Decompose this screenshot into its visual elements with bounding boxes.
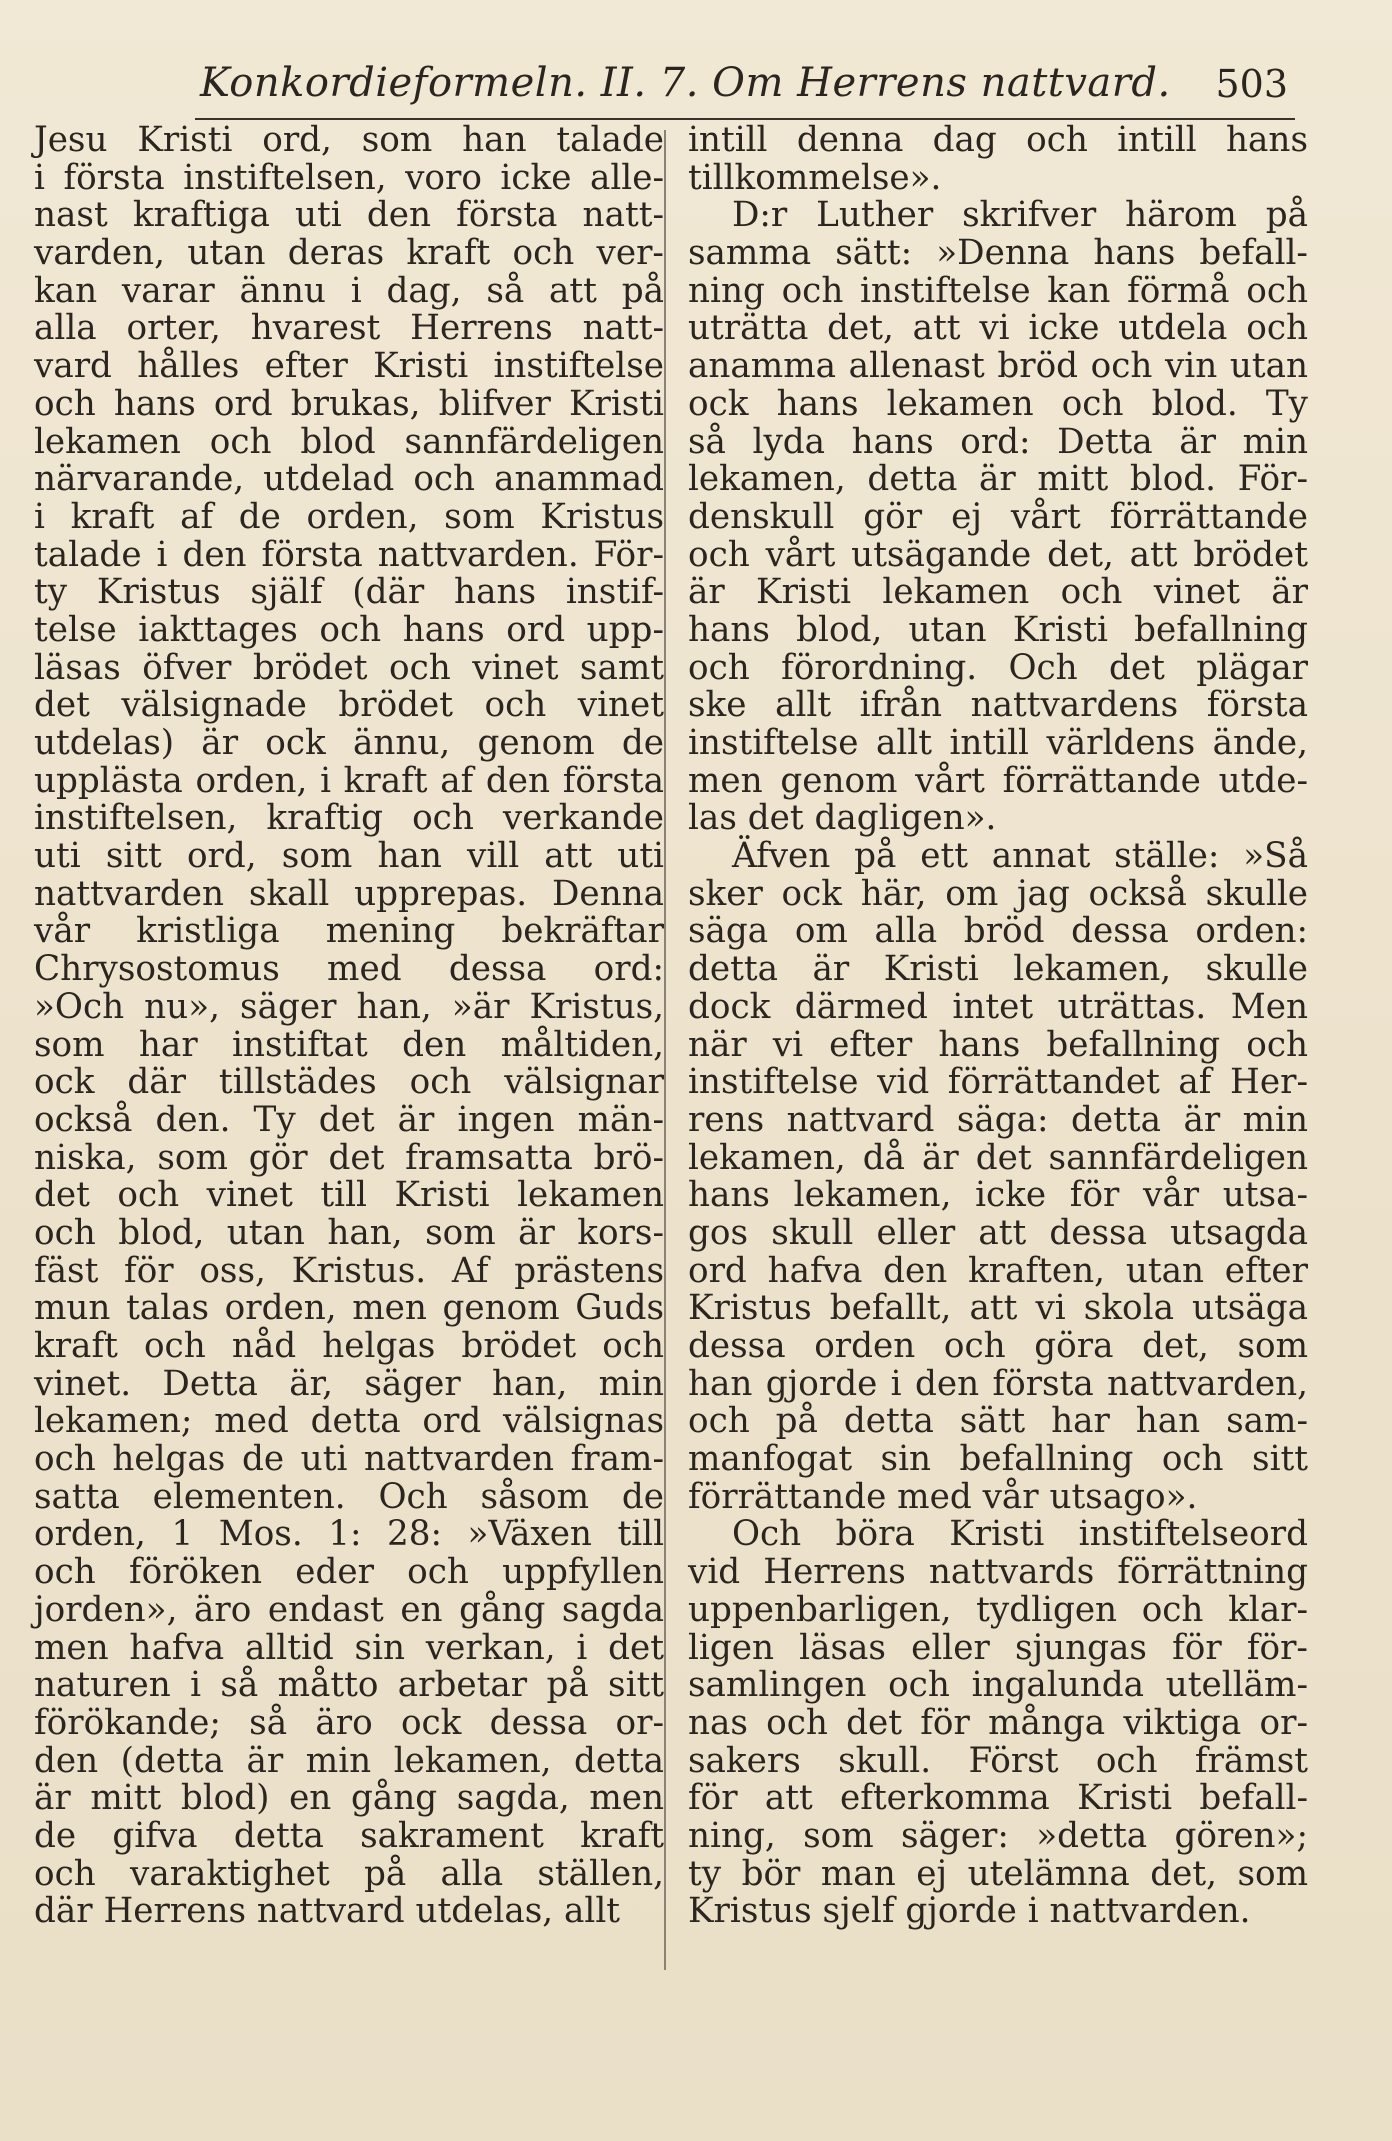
text-line: las det dagligen». xyxy=(688,798,997,839)
text-line: är Kristi lekamen och vinet är xyxy=(688,572,1308,613)
text-line: »Och nu», säger han, »är Kristus, xyxy=(34,986,664,1027)
text-line: lekamen och blod sannfärdeligen xyxy=(34,421,664,462)
text-line: lekamen, då är det sannfärdeligen xyxy=(688,1137,1308,1178)
text-line: men genom vårt förrättande utde- xyxy=(688,760,1308,801)
text-line: de gifva detta sakrament kraft xyxy=(34,1815,664,1856)
text-line: rens nattvard säga: detta är min xyxy=(688,1099,1308,1140)
text-line: och blod, utan han, som är kors- xyxy=(34,1212,664,1253)
text-line: lekamen; med detta ord välsignas xyxy=(34,1401,664,1442)
text-line: naturen i så måtto arbetar på sitt xyxy=(34,1665,664,1706)
text-line: vard hålles efter Kristi instiftelse xyxy=(34,346,664,387)
text-line: detta är Kristi lekamen, skulle xyxy=(688,949,1308,990)
text-line: dock därmed intet uträttas. Men xyxy=(688,986,1308,1027)
text-line: Och böra Kristi instiftelseord xyxy=(732,1514,1308,1555)
text-line: säga om alla bröd dessa orden: xyxy=(688,911,1308,952)
text-line: där Herrens nattvard utdelas, allt xyxy=(34,1891,620,1932)
text-line: alla orter, hvarest Herrens natt- xyxy=(34,308,664,349)
text-line: samma sätt: »Denna hans befall- xyxy=(688,233,1308,274)
text-line: varden, utan deras kraft och ver- xyxy=(34,233,664,274)
left-column xyxy=(34,122,664,1931)
text-line: mun talas orden, men genom Guds xyxy=(34,1288,664,1329)
text-line: så lyda hans ord: Detta är min xyxy=(688,421,1308,462)
text-line: och helgas de uti nattvarden fram- xyxy=(34,1439,664,1480)
text-line: samlingen och ingalunda utelläm- xyxy=(688,1665,1308,1706)
text-line: instiftelsen, kraftig och verkande xyxy=(34,798,664,839)
text-line: ty Kristus själf (där hans instif- xyxy=(34,572,664,613)
text-line: också den. Ty det är ingen män- xyxy=(34,1099,664,1140)
text-line: telse iakttages och hans ord upp- xyxy=(34,609,664,650)
text-line: nast kraftiga uti den första natt- xyxy=(34,195,664,236)
text-line: ske allt ifrån nattvardens första xyxy=(688,685,1308,726)
text-line: ning och instiftelse kan förmå och xyxy=(688,270,1308,311)
text-line: Kristus sjelf gjorde i nattvarden. xyxy=(688,1891,1251,1932)
text-line: dessa orden och göra det, som xyxy=(688,1326,1308,1366)
text-line: niska, som gör det framsatta brö- xyxy=(34,1137,664,1178)
text-line: sker ock här, om jag också skulle xyxy=(688,873,1308,914)
text-line: denskull gör ej vårt förrättande xyxy=(688,496,1308,537)
text-line: men hafva alltid sin verkan, i det xyxy=(34,1627,664,1668)
text-line: uträtta det, att vi icke utdela och xyxy=(688,308,1308,349)
text-line: kan varar ännu i dag, så att på xyxy=(34,270,664,311)
text-line: anamma allenast bröd och vin utan xyxy=(688,346,1308,387)
text-line: hans lekamen, icke för vår utsa- xyxy=(688,1175,1308,1216)
text-line: gos skull eller att dessa utsagda xyxy=(688,1212,1308,1253)
text-line: vid Herrens nattvards förrättning xyxy=(688,1552,1308,1593)
text-line: det och vinet till Kristi lekamen xyxy=(34,1175,664,1216)
text-line: nattvarden skall upprepas. Denna xyxy=(34,873,664,914)
text-line: och varaktighet på alla ställen, xyxy=(34,1853,664,1894)
text-line: den (detta är min lekamen, detta xyxy=(34,1740,664,1781)
text-line: lekamen, detta är mitt blod. För- xyxy=(688,459,1308,500)
right-column xyxy=(688,122,1308,1931)
text-line: Chrysostomus med dessa ord: xyxy=(34,949,664,990)
text-line: förrättande med vår utsago». xyxy=(688,1476,1198,1517)
text-line: uti sitt ord, som han vill att uti xyxy=(34,836,664,877)
text-line: manfogat sin befallning och sitt xyxy=(688,1439,1308,1480)
text-line: intill denna dag och intill hans xyxy=(688,120,1308,160)
text-line: ock hans lekamen och blod. Ty xyxy=(688,383,1308,424)
text-line: fäst för oss, Kristus. Af prästens xyxy=(34,1250,664,1291)
text-line: han gjorde i den första nattvarden, xyxy=(688,1363,1308,1404)
page-number: 503 xyxy=(1215,62,1288,106)
text-line: ock där tillstädes och välsignar xyxy=(34,1062,664,1103)
text-line: och vårt utsägande det, att brödet xyxy=(688,534,1308,575)
text-line: förökande; så äro ock dessa or- xyxy=(34,1702,664,1743)
text-line: och föröken eder och uppfyllen xyxy=(34,1552,664,1593)
text-line: Jesu Kristi ord, som han talade xyxy=(34,120,664,160)
text-line: ning, som säger: »detta gören»; xyxy=(688,1815,1308,1856)
text-line: ligen läsas eller sjungas för för- xyxy=(688,1627,1308,1668)
text-line: för att efterkomma Kristi befall- xyxy=(688,1778,1308,1819)
column-divider xyxy=(664,130,666,1970)
text-line: instiftelse allt intill världens ände, xyxy=(688,723,1308,763)
text-line: kraft och nåd helgas brödet och xyxy=(34,1326,664,1366)
text-line: ord hafva den kraften, utan efter xyxy=(688,1250,1308,1291)
text-line: det välsignade brödet och vinet xyxy=(34,685,664,726)
text-line: läsas öfver brödet och vinet samt xyxy=(34,647,664,688)
text-line: jorden», äro endast en gång sagda xyxy=(34,1589,664,1630)
text-line: uppenbarligen, tydligen och klar- xyxy=(688,1589,1308,1630)
text-line: är mitt blod) en gång sagda, men xyxy=(34,1778,664,1819)
text-line: satta elementen. Och såsom de xyxy=(34,1476,664,1517)
text-line: närvarande, utdelad och anammad xyxy=(34,459,664,500)
running-header xyxy=(0,60,1392,116)
text-line: i kraft af de orden, som Kristus xyxy=(34,496,664,537)
text-line: D:r Luther skrifver härom på xyxy=(732,195,1308,236)
text-line: instiftelse vid förrättandet af Her- xyxy=(688,1062,1308,1103)
text-line: som har instiftat den måltiden, xyxy=(34,1024,664,1065)
text-line: och förordning. Och det plägar xyxy=(688,647,1308,688)
text-line: upplästa orden, i kraft af den första xyxy=(34,760,664,801)
running-title: Konkordieformeln. II. 7. Om Herrens nattvard. xyxy=(200,60,1171,106)
text-line: orden, 1 Mos. 1: 28: »Växen till xyxy=(34,1514,664,1555)
text-line: Kristus befallt, att vi skola utsäga xyxy=(688,1288,1308,1329)
text-line: tillkommelse». xyxy=(688,157,942,198)
text-line: vinet. Detta är, säger han, min xyxy=(34,1363,664,1404)
text-line: och hans ord brukas, blifver Kristi xyxy=(34,383,664,424)
text-line: hans blod, utan Kristi befallning xyxy=(688,609,1308,650)
text-line: när vi efter hans befallning och xyxy=(688,1024,1308,1065)
text-line: ty bör man ej utelämna det, som xyxy=(688,1853,1308,1894)
text-line: nas och det för många viktiga or- xyxy=(688,1702,1308,1743)
text-line: utdelas) är ock ännu, genom de xyxy=(34,723,664,763)
text-line: sakers skull. Först och främst xyxy=(688,1740,1308,1781)
text-line: och på detta sätt har han sam- xyxy=(688,1401,1308,1442)
text-line: Äfven på ett annat ställe: »Så xyxy=(732,836,1308,877)
text-line: vår kristliga mening bekräftar xyxy=(34,911,664,952)
text-line: talade i den första nattvarden. För- xyxy=(34,534,664,575)
text-line: i första instiftelsen, voro icke alle- xyxy=(34,157,664,198)
